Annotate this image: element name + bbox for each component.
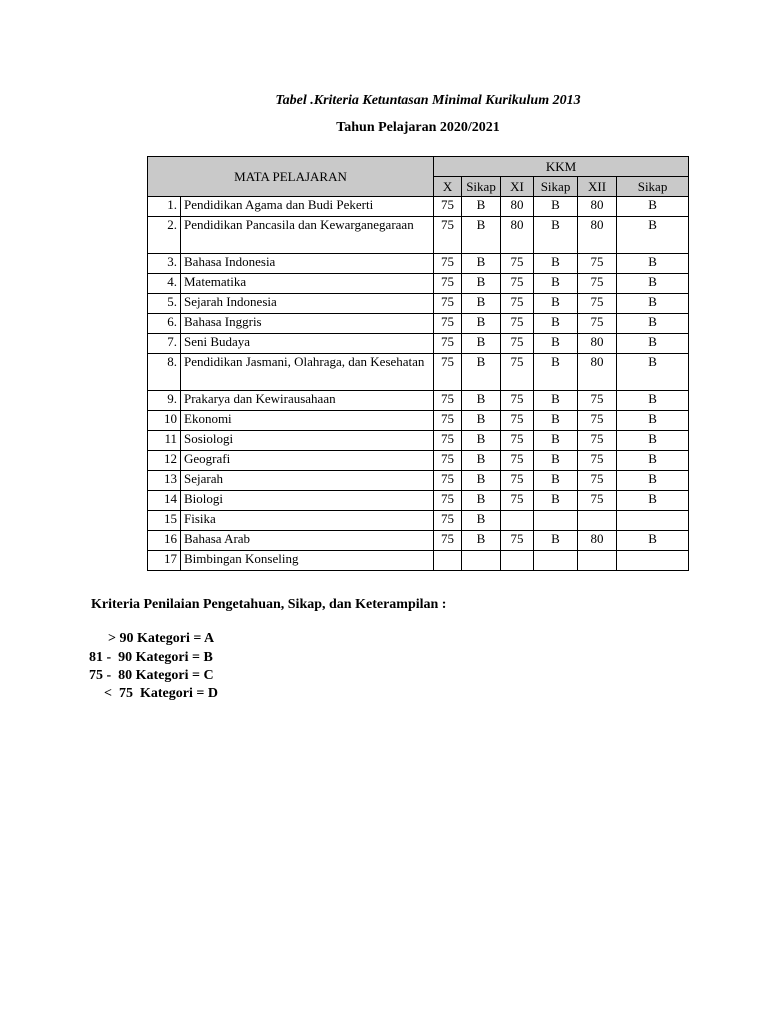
sikap-xi-cell: B xyxy=(534,294,578,314)
category-c-line: 75 - 80 Kategori = C xyxy=(89,668,214,683)
sikap-xii-cell: B xyxy=(617,254,689,274)
sikap-xii-cell: B xyxy=(617,411,689,431)
header-xii: XII xyxy=(578,177,617,197)
kkm-xii-cell: 75 xyxy=(578,254,617,274)
row-number: 12 xyxy=(148,451,181,471)
row-number: 16 xyxy=(148,531,181,551)
subject-name: Sejarah Indonesia xyxy=(181,294,434,314)
row-number: 8. xyxy=(148,354,181,391)
table-row xyxy=(148,551,689,571)
row-number: 3. xyxy=(148,254,181,274)
table-row xyxy=(148,274,689,294)
kkm-xii-cell: 75 xyxy=(578,274,617,294)
sikap-x-cell: B xyxy=(462,511,501,531)
table-row xyxy=(148,411,689,431)
kkm-x-cell: 75 xyxy=(434,217,462,254)
sikap-xii-cell: B xyxy=(617,217,689,254)
sikap-xii-cell: B xyxy=(617,471,689,491)
subject-name: Ekonomi xyxy=(181,411,434,431)
kkm-xi-cell: 75 xyxy=(501,471,534,491)
kkm-xii-cell: 75 xyxy=(578,391,617,411)
header-x: X xyxy=(434,177,462,197)
table-row xyxy=(148,314,689,334)
sikap-x-cell: B xyxy=(462,294,501,314)
kkm-xi-cell: 75 xyxy=(501,314,534,334)
table-row xyxy=(148,511,689,531)
sikap-xii-cell: B xyxy=(617,391,689,411)
kkm-xi-cell: 75 xyxy=(501,491,534,511)
kkm-xi-cell: 80 xyxy=(501,217,534,254)
kkm-xii-cell: 80 xyxy=(578,217,617,254)
sikap-x-cell: B xyxy=(462,451,501,471)
sikap-xii-cell: B xyxy=(617,354,689,391)
table-row xyxy=(148,451,689,471)
row-number: 11 xyxy=(148,431,181,451)
kkm-xi-cell: 75 xyxy=(501,254,534,274)
sikap-xii-cell: B xyxy=(617,531,689,551)
subject-name: Matematika xyxy=(181,274,434,294)
kkm-xii-cell: 75 xyxy=(578,411,617,431)
kkm-x-cell: 75 xyxy=(434,197,462,217)
subject-name: Fisika xyxy=(181,511,434,531)
sikap-xi-cell: B xyxy=(534,197,578,217)
sikap-x-cell: B xyxy=(462,197,501,217)
kkm-x-cell: 75 xyxy=(434,491,462,511)
sikap-xii-cell: B xyxy=(617,197,689,217)
sikap-x-cell: B xyxy=(462,471,501,491)
kkm-xii-cell: 75 xyxy=(578,314,617,334)
category-a-line: > 90 Kategori = A xyxy=(108,631,215,646)
kkm-x-cell: 75 xyxy=(434,531,462,551)
row-number: 5. xyxy=(148,294,181,314)
sikap-xii-cell xyxy=(617,551,689,571)
sikap-xii-cell: B xyxy=(617,274,689,294)
sikap-xii-cell: B xyxy=(617,451,689,471)
subject-name: Biologi xyxy=(181,491,434,511)
document-title: Tabel .Kriteria Ketuntasan Minimal Kurikulum 2013 xyxy=(275,93,581,108)
sikap-xi-cell: B xyxy=(534,491,578,511)
kkm-x-cell xyxy=(434,551,462,571)
row-number: 7. xyxy=(148,334,181,354)
sikap-xi-cell: B xyxy=(534,217,578,254)
row-number: 14 xyxy=(148,491,181,511)
kkm-x-cell: 75 xyxy=(434,254,462,274)
sikap-xii-cell: B xyxy=(617,294,689,314)
table-row xyxy=(148,391,689,411)
sikap-x-cell: B xyxy=(462,531,501,551)
header-xi: XI xyxy=(501,177,534,197)
sikap-xii-cell: B xyxy=(617,431,689,451)
kkm-xi-cell: 75 xyxy=(501,431,534,451)
kkm-xii-cell xyxy=(578,551,617,571)
sikap-xi-cell: B xyxy=(534,334,578,354)
subject-name: Pendidikan Pancasila dan Kewarganegaraan xyxy=(181,217,434,254)
subject-name: Seni Budaya xyxy=(181,334,434,354)
row-number: 17 xyxy=(148,551,181,571)
document-subtitle: Tahun Pelajaran 2020/2021 xyxy=(336,120,500,135)
table-row xyxy=(148,431,689,451)
sikap-x-cell: B xyxy=(462,391,501,411)
table-row xyxy=(148,294,689,314)
subject-name: Bahasa Inggris xyxy=(181,314,434,334)
kkm-xi-cell xyxy=(501,551,534,571)
sikap-x-cell: B xyxy=(462,334,501,354)
sikap-x-cell: B xyxy=(462,354,501,391)
kkm-xii-cell: 75 xyxy=(578,294,617,314)
row-number: 9. xyxy=(148,391,181,411)
sikap-xi-cell: B xyxy=(534,531,578,551)
sikap-xi-cell: B xyxy=(534,354,578,391)
sikap-xi-cell xyxy=(534,551,578,571)
row-number: 6. xyxy=(148,314,181,334)
subject-name: Pendidikan Agama dan Budi Pekerti xyxy=(181,197,434,217)
sikap-xi-cell: B xyxy=(534,431,578,451)
category-d-line: < 75 Kategori = D xyxy=(104,686,218,701)
kkm-xi-cell: 75 xyxy=(501,334,534,354)
sikap-xii-cell xyxy=(617,511,689,531)
kkm-xii-cell: 80 xyxy=(578,334,617,354)
table-row xyxy=(148,217,689,254)
subject-name: Bimbingan Konseling xyxy=(181,551,434,571)
kkm-x-cell: 75 xyxy=(434,451,462,471)
sikap-xi-cell: B xyxy=(534,471,578,491)
sikap-x-cell: B xyxy=(462,491,501,511)
kkm-xii-cell: 75 xyxy=(578,431,617,451)
sikap-x-cell xyxy=(462,551,501,571)
table-row xyxy=(148,491,689,511)
subject-name: Geografi xyxy=(181,451,434,471)
table-row xyxy=(148,334,689,354)
kkm-xii-cell: 75 xyxy=(578,451,617,471)
kkm-xi-cell: 75 xyxy=(501,531,534,551)
kkm-xii-cell: 75 xyxy=(578,491,617,511)
category-b-line: 81 - 90 Kategori = B xyxy=(89,650,213,665)
header-mata-pelajaran: MATA PELAJARAN xyxy=(148,157,434,197)
table-row xyxy=(148,254,689,274)
criteria-heading: Kriteria Penilaian Pengetahuan, Sikap, dan Keterampilan : xyxy=(91,597,447,612)
row-number: 15 xyxy=(148,511,181,531)
sikap-xii-cell: B xyxy=(617,491,689,511)
table-row xyxy=(148,471,689,491)
row-number: 1. xyxy=(148,197,181,217)
sikap-x-cell: B xyxy=(462,274,501,294)
sikap-xi-cell: B xyxy=(534,391,578,411)
kkm-x-cell: 75 xyxy=(434,431,462,451)
sikap-xi-cell: B xyxy=(534,411,578,431)
header-kkm: KKM xyxy=(434,157,689,177)
sikap-xi-cell: B xyxy=(534,254,578,274)
row-number: 4. xyxy=(148,274,181,294)
kkm-xii-cell xyxy=(578,511,617,531)
subject-name: Prakarya dan Kewirausahaan xyxy=(181,391,434,411)
table-row xyxy=(148,197,689,217)
kkm-x-cell: 75 xyxy=(434,294,462,314)
kkm-x-cell: 75 xyxy=(434,411,462,431)
kkm-xi-cell: 75 xyxy=(501,411,534,431)
kkm-xi-cell: 75 xyxy=(501,354,534,391)
kkm-table xyxy=(147,156,689,571)
kkm-x-cell: 75 xyxy=(434,511,462,531)
kkm-xi-cell: 75 xyxy=(501,391,534,411)
sikap-xi-cell: B xyxy=(534,314,578,334)
row-number: 2. xyxy=(148,217,181,254)
kkm-xi-cell: 75 xyxy=(501,274,534,294)
subject-name: Bahasa Arab xyxy=(181,531,434,551)
kkm-x-cell: 75 xyxy=(434,314,462,334)
sikap-x-cell: B xyxy=(462,254,501,274)
subject-name: Pendidikan Jasmani, Olahraga, dan Kesehatan xyxy=(181,354,434,391)
header-sikap-x: Sikap xyxy=(462,177,501,197)
subject-name: Bahasa Indonesia xyxy=(181,254,434,274)
header-sikap-xii: Sikap xyxy=(617,177,689,197)
row-number: 10 xyxy=(148,411,181,431)
kkm-xii-cell: 80 xyxy=(578,354,617,391)
kkm-x-cell: 75 xyxy=(434,471,462,491)
kkm-xi-cell: 80 xyxy=(501,197,534,217)
kkm-xii-cell: 80 xyxy=(578,197,617,217)
sikap-x-cell: B xyxy=(462,411,501,431)
header-sikap-xi: Sikap xyxy=(534,177,578,197)
kkm-xi-cell: 75 xyxy=(501,451,534,471)
subject-name: Sosiologi xyxy=(181,431,434,451)
sikap-xii-cell: B xyxy=(617,314,689,334)
kkm-xi-cell xyxy=(501,511,534,531)
kkm-xi-cell: 75 xyxy=(501,294,534,314)
table-row xyxy=(148,354,689,391)
sikap-xi-cell xyxy=(534,511,578,531)
kkm-xii-cell: 75 xyxy=(578,471,617,491)
table-row xyxy=(148,531,689,551)
sikap-x-cell: B xyxy=(462,314,501,334)
kkm-x-cell: 75 xyxy=(434,334,462,354)
sikap-xi-cell: B xyxy=(534,451,578,471)
kkm-x-cell: 75 xyxy=(434,391,462,411)
sikap-x-cell: B xyxy=(462,431,501,451)
kkm-x-cell: 75 xyxy=(434,354,462,391)
kkm-x-cell: 75 xyxy=(434,274,462,294)
subject-name: Sejarah xyxy=(181,471,434,491)
kkm-xii-cell: 80 xyxy=(578,531,617,551)
row-number: 13 xyxy=(148,471,181,491)
sikap-xii-cell: B xyxy=(617,334,689,354)
sikap-x-cell: B xyxy=(462,217,501,254)
sikap-xi-cell: B xyxy=(534,274,578,294)
